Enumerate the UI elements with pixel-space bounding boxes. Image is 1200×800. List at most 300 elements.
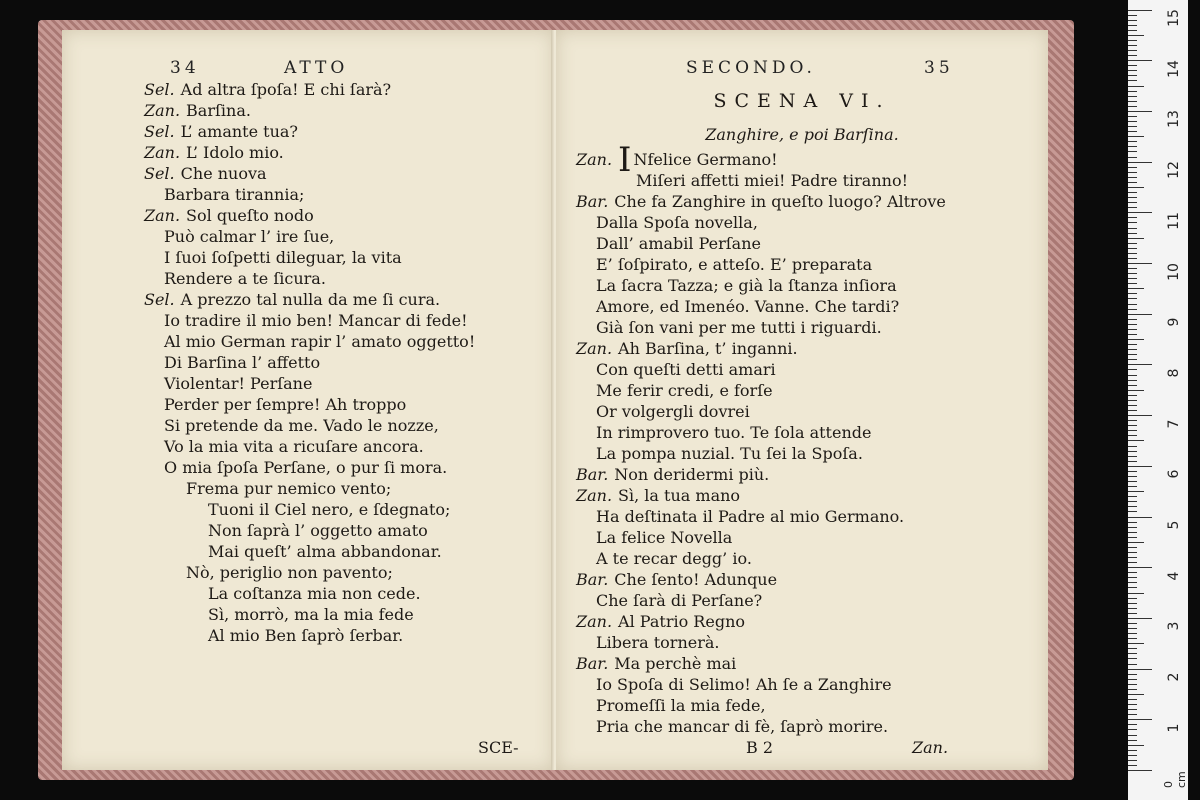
ruler-tick	[1128, 552, 1137, 553]
text-line	[164, 185, 304, 205]
ruler-tick	[1128, 593, 1144, 594]
ruler-tick	[1128, 182, 1137, 183]
ruler-tick	[1128, 496, 1137, 497]
speaker-label: Sel.	[144, 164, 175, 183]
ruler-tick	[1128, 329, 1137, 330]
ruler-tick	[1128, 177, 1137, 178]
speaker-label: Sel.	[144, 290, 175, 309]
text-line	[144, 101, 251, 121]
text-line	[636, 171, 908, 191]
ruler-tick	[1128, 380, 1137, 381]
ruler-tick	[1128, 653, 1137, 654]
text-line	[596, 318, 882, 338]
ruler-tick	[1128, 30, 1137, 31]
ruler-tick	[1128, 217, 1137, 218]
ruler-number: 3	[1166, 621, 1182, 631]
speaker-label: Sel.	[144, 122, 175, 141]
line-text: Sì, morrò, ma la mia fede	[208, 605, 414, 624]
line-text: Che ſarà di Perſane?	[596, 591, 763, 610]
text-line	[576, 486, 740, 506]
text-line	[596, 528, 732, 548]
text-line	[164, 458, 447, 478]
line-text: L’ amante tua?	[180, 122, 298, 141]
line-text: Ad altra ſpoſa! E chi ſarà?	[180, 80, 392, 99]
ruler-tick	[1128, 324, 1137, 325]
line-text: Non ſaprà l’ oggetto amato	[208, 521, 428, 540]
text-line	[208, 500, 450, 520]
ruler-tick	[1128, 542, 1144, 543]
text-line	[164, 395, 406, 415]
text-line	[596, 591, 762, 611]
ruler-number: 12	[1166, 161, 1182, 180]
ruler-tick	[1128, 405, 1137, 406]
ruler-tick	[1128, 293, 1137, 294]
text-line	[576, 570, 777, 590]
ruler-tick	[1128, 167, 1137, 168]
ruler-tick	[1128, 339, 1144, 340]
speaker-label: Zan.	[576, 486, 613, 505]
ruler-tick	[1128, 765, 1137, 766]
line-text: L’ Idolo mio.	[186, 143, 284, 162]
line-text: Sì, la tua mano	[618, 486, 741, 505]
line-text: O mia ſpoſa Perſane, o pur ſi mora.	[164, 458, 448, 477]
ruler-tick	[1128, 314, 1152, 315]
text-line	[208, 521, 428, 541]
text-line	[596, 633, 719, 653]
ruler-tick	[1128, 674, 1137, 675]
ruler-tick	[1128, 658, 1137, 659]
speaker-label: Zan.	[576, 150, 613, 169]
line-text: Barſina.	[186, 101, 251, 120]
ruler-tick	[1128, 65, 1137, 66]
ruler-tick	[1128, 192, 1137, 193]
ruler-tick	[1128, 162, 1152, 163]
ruler-tick	[1128, 562, 1137, 563]
ruler-tick	[1128, 410, 1137, 411]
ruler-tick	[1128, 60, 1152, 61]
ruler-tick	[1128, 664, 1137, 665]
line-text: E’ ſoſpirato, e atteſo. E’ preparata	[596, 255, 873, 274]
ruler-tick	[1128, 202, 1137, 203]
ruler-tick	[1128, 582, 1137, 583]
drop-cap: I	[618, 140, 632, 180]
ruler-tick	[1128, 55, 1137, 56]
ruler-tick	[1128, 344, 1137, 345]
line-text: A prezzo tal nulla da me ſi cura.	[180, 290, 441, 309]
line-text: Dall’ amabil Perſane	[596, 234, 761, 253]
left-catchword: SCE-	[478, 738, 519, 757]
ruler-tick	[1128, 486, 1137, 487]
speaker-label: Zan.	[576, 339, 613, 358]
ruler-tick	[1128, 481, 1137, 482]
line-text: La felice Novella	[596, 528, 733, 547]
line-text: I ſuoi ſoſpetti dileguar, la vita	[164, 248, 402, 267]
ruler-tick	[1128, 283, 1137, 284]
text-line	[144, 80, 391, 100]
right-catchword: Zan.	[912, 738, 949, 757]
ruler-tick	[1128, 638, 1137, 639]
first-line	[576, 140, 778, 180]
ruler-tick	[1128, 20, 1137, 21]
ruler-tick	[1128, 146, 1137, 147]
ruler-tick	[1128, 243, 1137, 244]
ruler-tick	[1128, 86, 1144, 87]
ruler-tick	[1128, 491, 1144, 492]
ruler-tick	[1128, 228, 1137, 229]
ruler-tick	[1128, 298, 1137, 299]
ruler-tick	[1128, 750, 1137, 751]
ruler-tick	[1128, 567, 1152, 568]
ruler-tick	[1128, 50, 1137, 51]
ruler-tick	[1128, 598, 1137, 599]
text-line	[208, 542, 442, 562]
ruler-tick	[1128, 506, 1137, 507]
ruler-tick	[1128, 157, 1137, 158]
ruler-tick	[1128, 172, 1137, 173]
text-line	[186, 563, 393, 583]
ruler-number: 15	[1166, 9, 1182, 27]
ruler-tick	[1128, 633, 1137, 634]
ruler-tick	[1128, 547, 1137, 548]
line-text: Promeſſi la mia fede,	[596, 696, 766, 715]
ruler-tick	[1128, 101, 1137, 102]
speaker-label: Bar.	[576, 465, 609, 484]
ruler-tick	[1128, 233, 1137, 234]
line-text: Pria che mancar di fè, ſaprò morire.	[596, 717, 889, 736]
ruler-tick	[1128, 395, 1137, 396]
line-text: Può calmar l’ ire ſue,	[164, 227, 335, 246]
ruler-tick	[1128, 714, 1137, 715]
ruler-tick	[1128, 385, 1137, 386]
ruler-tick	[1128, 517, 1152, 518]
ruler-number: 6	[1166, 469, 1182, 479]
left-page	[62, 30, 555, 770]
ruler-number: 8	[1166, 368, 1182, 378]
line-text: Ha deſtinata il Padre al mio Germano.	[596, 507, 905, 526]
text-line	[164, 437, 424, 457]
line-text: Nfelice Germano!	[633, 150, 778, 169]
text-line	[596, 360, 776, 380]
ruler-tick	[1128, 735, 1137, 736]
text-line	[164, 248, 402, 268]
text-line	[144, 143, 284, 163]
ruler-number: 7	[1166, 419, 1182, 429]
ruler-tick	[1128, 278, 1137, 279]
ruler-number: 9	[1166, 317, 1182, 327]
ruler-unit: 0 cm	[1162, 771, 1188, 788]
ruler-tick	[1128, 253, 1137, 254]
ruler-tick	[1128, 511, 1137, 512]
line-text: Nò, periglio non pavento;	[186, 563, 393, 582]
ruler-tick	[1128, 456, 1137, 457]
ruler-tick	[1128, 25, 1137, 26]
text-line	[596, 255, 872, 275]
text-line	[596, 213, 758, 233]
speaker-label: Zan.	[576, 612, 613, 631]
text-line	[576, 654, 736, 674]
line-text: Violentar! Perſane	[164, 374, 313, 393]
ruler-tick	[1128, 471, 1137, 472]
text-line	[144, 290, 440, 310]
text-line	[596, 234, 761, 254]
ruler-number: 5	[1166, 520, 1182, 530]
ruler-tick	[1128, 770, 1152, 771]
ruler-tick	[1128, 400, 1137, 401]
ruler-tick	[1128, 136, 1144, 137]
ruler-number: 11	[1166, 211, 1182, 230]
text-line	[596, 507, 904, 527]
line-text: Che nuova	[180, 164, 267, 183]
ruler-tick	[1128, 522, 1137, 523]
text-line	[164, 332, 475, 352]
ruler-tick	[1128, 334, 1137, 335]
line-text: Libera tornerà.	[596, 633, 720, 652]
ruler-tick	[1128, 96, 1137, 97]
left-page-number: 34	[170, 58, 200, 78]
line-text: La pompa nuzial. Tu ſei la Spoſa.	[596, 444, 863, 463]
ruler-tick	[1128, 745, 1144, 746]
line-text: Non deridermi più.	[614, 465, 770, 484]
ruler-tick	[1128, 415, 1152, 416]
line-text: La ſacra Tazza; e già la ſtanza inſiora	[596, 276, 897, 295]
signature-mark: B 2	[746, 738, 774, 757]
ruler-tick	[1128, 587, 1137, 588]
text-line	[164, 227, 334, 247]
line-text: Dalla Spoſa novella,	[596, 213, 758, 232]
line-text: Che fa Zanghire in queſto luogo? Altrove	[614, 192, 946, 211]
scene-title: SCENA VI.	[713, 90, 891, 112]
ruler-tick	[1128, 121, 1137, 122]
ruler-number: 4	[1166, 571, 1182, 581]
line-text: Ah Barſina, t’ inganni.	[618, 339, 798, 358]
line-text: Al Patrio Regno	[618, 612, 745, 631]
ruler-tick	[1128, 131, 1137, 132]
ruler-tick	[1128, 466, 1152, 467]
ruler-tick	[1128, 689, 1137, 690]
text-line	[164, 311, 468, 331]
ruler-tick	[1128, 309, 1137, 310]
ruler-tick	[1128, 288, 1144, 289]
ruler-tick	[1128, 263, 1152, 264]
text-line	[596, 444, 863, 464]
text-line	[576, 465, 769, 485]
ruler-tick	[1128, 709, 1137, 710]
text-line	[596, 717, 888, 737]
line-text: Sol queſto nodo	[186, 206, 314, 225]
scene-subtitle: Zanghire, e poi Barſina.	[705, 125, 899, 144]
ruler-tick	[1128, 755, 1137, 756]
ruler-tick	[1128, 451, 1137, 452]
ruler-tick	[1128, 111, 1152, 112]
ruler-tick	[1128, 375, 1137, 376]
ruler-tick	[1128, 557, 1137, 558]
ruler-tick	[1128, 628, 1137, 629]
ruler-tick	[1128, 258, 1137, 259]
ruler-tick	[1128, 537, 1137, 538]
line-text: Ma perchè mai	[614, 654, 737, 673]
line-text: Con queſti detti amari	[596, 360, 776, 379]
ruler-tick	[1128, 699, 1137, 700]
ruler-tick	[1128, 349, 1137, 350]
text-line	[144, 164, 267, 184]
text-line	[596, 381, 773, 401]
ruler-number: 13	[1166, 110, 1182, 129]
text-line	[596, 549, 752, 569]
ruler-tick	[1128, 10, 1152, 11]
text-line	[596, 297, 899, 317]
ruler-tick	[1128, 106, 1137, 107]
ruler-tick	[1128, 729, 1137, 730]
ruler-tick	[1128, 446, 1137, 447]
right-running-head: SECONDO.	[686, 58, 816, 78]
line-text: Al mio German rapir l’ amato oggetto!	[164, 332, 476, 351]
speaker-label: Bar.	[576, 570, 609, 589]
ruler-tick	[1128, 430, 1137, 431]
text-line	[144, 122, 298, 142]
ruler-tick	[1128, 248, 1137, 249]
speaker-label: Bar.	[576, 654, 609, 673]
ruler-tick	[1128, 212, 1152, 213]
ruler-tick	[1128, 461, 1137, 462]
line-text: La coſtanza mia non cede.	[208, 584, 421, 603]
ruler-tick	[1128, 669, 1152, 670]
ruler-tick	[1128, 643, 1144, 644]
ruler-tick	[1128, 116, 1137, 117]
ruler-tick	[1128, 126, 1137, 127]
ruler-tick	[1128, 35, 1144, 36]
line-text: Tuoni il Ciel nero, e ſdegnato;	[208, 500, 451, 519]
line-text: Di Barſina l’ affetto	[164, 353, 321, 372]
ruler-tick	[1128, 623, 1137, 624]
ruler-tick	[1128, 719, 1152, 720]
speaker-label: Zan.	[144, 101, 181, 120]
ruler-tick	[1128, 613, 1137, 614]
ruler-tick	[1128, 70, 1137, 71]
line-text: Mai queſt’ alma abbandonar.	[208, 542, 442, 561]
text-line	[596, 423, 871, 443]
text-line	[596, 402, 750, 422]
text-line	[596, 675, 892, 695]
ruler-tick	[1128, 80, 1137, 81]
speaker-label: Sel.	[144, 80, 175, 99]
ruler-number: 14	[1166, 59, 1182, 78]
ruler-number: 10	[1166, 262, 1182, 281]
left-running-head: ATTO	[284, 58, 349, 78]
ruler-tick	[1128, 618, 1152, 619]
ruler-tick	[1128, 197, 1137, 198]
ruler-tick	[1128, 304, 1137, 305]
ruler-tick	[1128, 740, 1137, 741]
ruler-tick	[1128, 603, 1137, 604]
ruler-tick	[1128, 207, 1137, 208]
ruler-tick	[1128, 238, 1144, 239]
ruler-tick	[1128, 268, 1137, 269]
ruler-number: 2	[1166, 672, 1182, 682]
line-text: Barbara tirannia;	[164, 185, 305, 204]
line-text: In rimprovero tuo. Te ſola attende	[596, 423, 872, 442]
ruler-tick	[1128, 501, 1137, 502]
ruler-tick	[1128, 420, 1137, 421]
line-text: Io tradire il mio ben! Mancar di fede!	[164, 311, 468, 330]
speaker-label: Zan.	[144, 206, 181, 225]
ruler-tick	[1128, 151, 1137, 152]
measurement-ruler	[1128, 0, 1188, 800]
ruler-tick	[1128, 760, 1137, 761]
ruler-tick	[1128, 679, 1137, 680]
ruler-tick	[1128, 476, 1137, 477]
ruler-tick	[1128, 364, 1152, 365]
ruler-tick	[1128, 75, 1137, 76]
text-line	[576, 192, 946, 212]
text-line	[576, 612, 745, 632]
line-text: Rendere a te ſicura.	[164, 269, 326, 288]
text-line	[164, 269, 326, 289]
ruler-tick	[1128, 694, 1144, 695]
ruler-tick	[1128, 684, 1137, 685]
right-page	[556, 30, 1048, 770]
text-line	[164, 374, 312, 394]
line-text: Al mio Ben ſaprò ſerbar.	[208, 626, 404, 645]
ruler-tick	[1128, 91, 1137, 92]
text-line	[208, 605, 414, 625]
ruler-tick	[1128, 704, 1137, 705]
ruler-tick	[1128, 390, 1144, 391]
line-text: Amore, ed Imenéo. Vanne. Che tardi?	[596, 297, 900, 316]
ruler-tick	[1128, 359, 1137, 360]
ruler-tick	[1128, 532, 1137, 533]
ruler-tick	[1128, 15, 1137, 16]
text-line	[164, 353, 320, 373]
ruler-tick	[1128, 527, 1137, 528]
ruler-tick	[1128, 187, 1144, 188]
ruler-tick	[1128, 435, 1137, 436]
ruler-number: 1	[1166, 723, 1182, 733]
speaker-label: Zan.	[144, 143, 181, 162]
text-line	[596, 696, 766, 716]
ruler-tick	[1128, 369, 1137, 370]
ruler-tick	[1128, 354, 1137, 355]
line-text: Frema pur nemico vento;	[186, 479, 392, 498]
line-text: Me ferir credi, e forſe	[596, 381, 773, 400]
ruler-tick	[1128, 572, 1137, 573]
text-line	[208, 584, 421, 604]
text-line	[576, 339, 798, 359]
ruler-tick	[1128, 425, 1137, 426]
ruler-tick	[1128, 141, 1137, 142]
text-line	[164, 416, 439, 436]
line-text: Or volgergli dovrei	[596, 402, 750, 421]
line-text: Vo la mia vita a ricuſare ancora.	[164, 437, 424, 456]
right-page-number: 35	[924, 58, 954, 78]
ruler-tick	[1128, 577, 1137, 578]
ruler-tick	[1128, 40, 1137, 41]
ruler-tick	[1128, 648, 1137, 649]
line-text: A te recar degg’ io.	[596, 549, 752, 568]
line-text: Io Spoſa di Selimo! Ah ſe a Zanghire	[596, 675, 892, 694]
text-line	[208, 626, 403, 646]
line-text: Miſeri affetti miei! Padre tiranno!	[636, 171, 909, 190]
speaker-label: Bar.	[576, 192, 609, 211]
line-text: Perder per ſempre! Ah troppo	[164, 395, 407, 414]
line-text: Già ſon vani per me tutti i riguardi.	[596, 318, 882, 337]
text-line	[186, 479, 391, 499]
line-text: Si pretende da me. Vado le nozze,	[164, 416, 439, 435]
ruler-tick	[1128, 608, 1137, 609]
ruler-tick	[1128, 45, 1137, 46]
ruler-tick	[1128, 273, 1137, 274]
ruler-tick	[1128, 222, 1137, 223]
text-line	[596, 276, 897, 296]
